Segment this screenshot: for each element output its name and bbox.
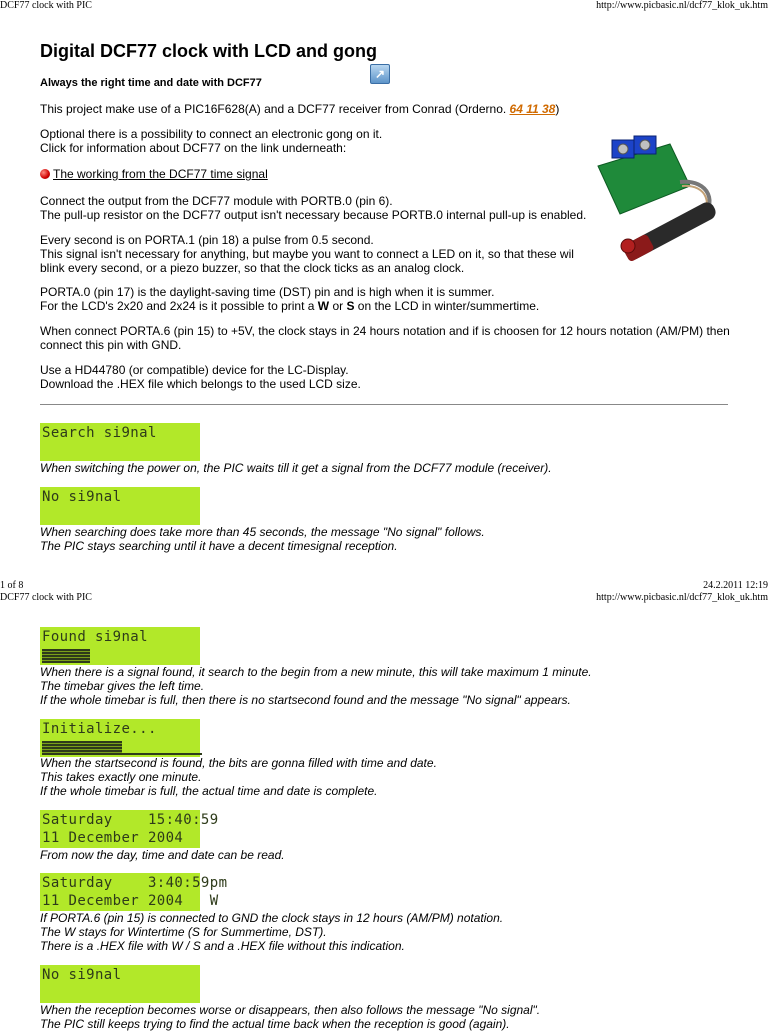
print-header-title: DCF77 clock with PIC [0,0,92,11]
timebar-cell-filled [42,741,50,755]
lcd-row: 11 December 2004 W [42,893,219,909]
dst-or: or [329,299,347,313]
page-count: 1 of 8 [0,580,24,591]
timebar-cell-filled [58,649,66,663]
timebar-cell-empty [122,741,130,755]
lcd-row: Saturday 15:40:59 [42,812,219,828]
caption-found-1: When there is a signal found, it search to the begin from a new minute, this will take maximum 1 minute. [40,665,592,679]
red-bullet-icon [40,169,50,179]
timebar [42,649,90,663]
second-line3: blink every second, or a piezo buzzer, so that the clock ticks as an analog clock. [40,261,465,275]
lcd-no-signal [40,487,200,525]
timebar-cell-filled [74,741,82,755]
timebar-cell-filled [50,649,58,663]
hd44780-line2: Download the .HEX file which belongs to the used LCD size. [40,377,361,391]
print-header-url: http://www.picbasic.nl/dcf77_klok_uk.htm [596,592,768,603]
intro-text: This project make use of a PIC16F628(A) and a DCF77 receiver from Conrad (Orderno. [40,102,510,116]
print-header-title: DCF77 clock with PIC [0,592,92,603]
print-footer [0,580,768,592]
optional-line2: Click for information about DCF77 on the link underneath: [40,141,347,155]
help-icon[interactable]: ↗ [370,64,390,84]
print-header [0,0,768,12]
lcd-found-signal [40,627,200,665]
lcd-row: No si9nal [42,967,122,983]
timebar-cell-empty [146,741,154,755]
lcd-time-12h [40,873,228,911]
caption-lost-1: When the reception becomes worse or disappears, then also follows the message "No signal". [40,1003,541,1017]
caption-lost-2: The PIC still keeps trying to find the actual time back when the reception is good (again). [40,1017,510,1031]
dst-w: W [317,299,330,313]
lcd-search-signal [40,423,200,461]
dst-text-b: on the LCD in winter/summertime. [354,299,540,313]
divider [40,404,728,405]
timebar-cell-filled [66,649,74,663]
timebar-cell-filled [58,741,66,755]
lcd-row: Initialize... [42,721,157,737]
dcf77-module-image [590,124,730,264]
caption-search: When switching the power on, the PIC waits till it get a signal from the DCF77 module (receiver). [40,461,552,475]
timebar-cell-filled [114,741,122,755]
timebar-cell-empty [154,741,162,755]
dst-s: S [346,299,355,313]
timebar-cell-empty [186,741,194,755]
second-line1: Every second is on PORTA.1 (pin 18) a pulse from 0.5 second. [40,233,374,247]
connect-line1: Connect the output from the DCF77 module with PORTB.0 (pin 6). [40,194,393,208]
caption-found-2: The timebar gives the left time. [40,679,205,693]
timebar-cell-empty [178,741,186,755]
timebar-cell-empty [194,741,202,755]
dst-text-a: For the LCD's 2x20 and 2x24 is it possible to print a [40,299,318,313]
lcd-no-signal-2 [40,965,200,1003]
hd44780-line1: Use a HD44780 (or compatible) device for the LC-Display. [40,363,349,377]
caption-time: From now the day, time and date can be read. [40,848,285,862]
timebar [42,741,202,755]
order-number-link[interactable]: 64 11 38 [509,102,556,116]
porta6-line2: connect this pin with GND. [40,338,182,352]
timebar-cell-filled [74,649,82,663]
timebar-cell-filled [50,741,58,755]
dcf77-info-link-row[interactable] [40,167,268,181]
dcf77-info-link[interactable]: The working from the DCF77 time signal [53,167,268,181]
lcd-initialize [40,719,200,757]
timebar-cell-filled [106,741,114,755]
caption-no-signal-2: The PIC stays searching until it have a decent timesignal reception. [40,539,398,553]
timebar-cell-filled [42,649,50,663]
caption-found-3: If the whole timebar is full, then there is no startsecond found and the message "No signal" appears. [40,693,571,707]
page-subtitle: Always the right time and date with DCF77 [40,77,262,89]
caption-init-1: When the startsecond is found, the bits are gonna filled with time and date. [40,756,437,770]
optional-line1: Optional there is a possibility to connect an electronic gong on it. [40,127,383,141]
print-date: 24.2.2011 12:19 [703,580,768,591]
connect-line2: The pull-up resistor on the DCF77 output isn't necessary because PORTB.0 internal pull-up is enabled. [40,208,587,222]
lcd-row: No si9nal [42,489,122,505]
caption-12h-1: If PORTA.6 (pin 15) is connected to GND the clock stays in 12 hours (AM/PM) notation. [40,911,504,925]
intro-paragraph [40,102,559,116]
timebar-cell-filled [66,741,74,755]
timebar-cell-filled [82,649,90,663]
caption-init-3: If the whole timebar is full, the actual time and date is complete. [40,784,378,798]
timebar-cell-empty [162,741,170,755]
second-line2: This signal isn't necessary for anything, but maybe you want to connect a LED on it, so that these wil [40,247,574,261]
intro-suffix: ) [555,102,560,116]
lcd-row: Saturday 3:40:59pm [42,875,228,891]
print-header-2 [0,592,768,604]
caption-12h-3: There is a .HEX file with W / S and a .HEX file without this indication. [40,939,405,953]
lcd-time-24h [40,810,219,848]
lcd-row: Search si9nal [42,425,157,441]
page-title: Digital DCF77 clock with LCD and gong [40,41,378,61]
caption-init-2: This takes exactly one minute. [40,770,202,784]
timebar-cell-filled [98,741,106,755]
timebar-cell-empty [130,741,138,755]
caption-no-signal-1: When searching does take more than 45 seconds, the message "No signal" follows. [40,525,485,539]
dst-line2 [40,299,539,313]
timebar-cell-filled [82,741,90,755]
porta6-line1: When connect PORTA.6 (pin 15) to +5V, the clock stays in 24 hours notation and if is choosen for 12 hours notation (AM/PM) then [40,324,730,338]
print-header-url: http://www.picbasic.nl/dcf77_klok_uk.htm [596,0,768,11]
dst-line1: PORTA.0 (pin 17) is the daylight-saving time (DST) pin and is high when it is summer. [40,285,495,299]
timebar-cell-empty [170,741,178,755]
lcd-row: Found si9nal [42,629,148,645]
caption-12h-2: The W stays for Wintertime (S for Summertime, DST). [40,925,327,939]
lcd-row: 11 December 2004 [42,830,184,846]
timebar-cell-empty [138,741,146,755]
timebar-cell-filled [90,741,98,755]
